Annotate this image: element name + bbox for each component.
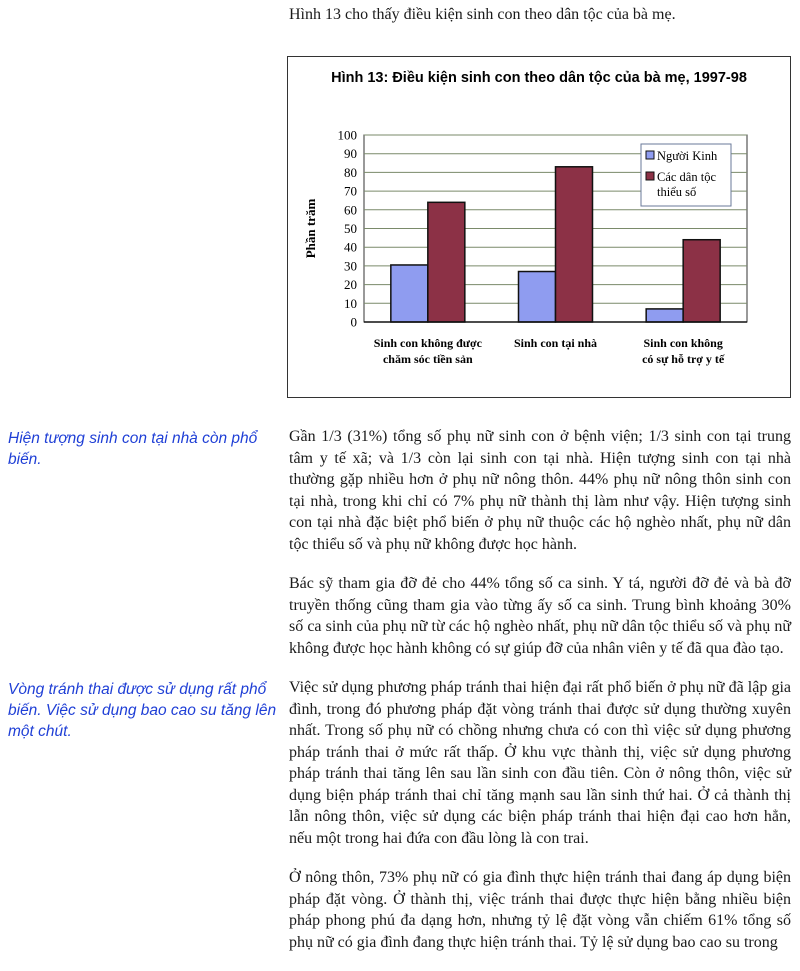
- y-tick-label: 0: [350, 314, 357, 330]
- y-tick-label: 50: [344, 221, 357, 236]
- bar-minority: [428, 202, 465, 322]
- paragraph-birth-attendants: Bác sỹ tham gia đỡ đẻ cho 44% tổng số ca sinh. Y tá, người đỡ đẻ và bà đỡ truyền thống cũng tham gia vào từng ấy số ca sinh. Trung bình khoảng 30% số ca sinh của phụ nữ từ các hộ nghèo nhất, phụ nữ dân tộc thiểu số và phụ nữ không được học hành không có sự giúp đỡ của nhân viên y tế đã qua đào tạo.: [289, 575, 791, 657]
- margin-note-contraception: Vòng tránh thai được sử dụng rất phổ biến. Việc sử dụng bao cao su tăng lên một chút.: [8, 681, 277, 740]
- section-birth-attendants: [8, 573, 791, 659]
- x-category-label: Sinh con không được: [373, 336, 482, 350]
- y-tick-label: 30: [344, 258, 357, 274]
- y-tick-label: 40: [344, 239, 357, 255]
- paragraph-rural-iud: Ở nông thôn, 73% phụ nữ có gia đình thực hiện tránh thai đang áp dụng biện pháp đặt vòng. Ở thành thị, việc tránh thai được thực hiện bằng nhiều biện pháp phong phú đa dạng hơn, nhưng tỷ lệ đặt vòng vẫn chiếm 61% tổng số phụ nữ có gia đình đang thực hiện tránh thai. Tỷ lệ sử dụng bao cao su trong: [289, 869, 791, 951]
- y-tick-label: 60: [344, 202, 357, 218]
- y-tick-label: 90: [344, 146, 357, 162]
- bar-minority: [556, 167, 593, 322]
- margin-spacer: [8, 573, 278, 659]
- margin-note-home-birth: Hiện tượng sinh con tại nhà còn phổ biến.: [8, 430, 258, 468]
- chart-title: Hình 13: Điều kiện sinh con theo dân tộc của bà mẹ, 1997-98: [331, 70, 747, 86]
- section-birth-location: [8, 426, 791, 555]
- legend-label: Người Kinh: [657, 149, 718, 163]
- paragraph-contraception-use: Việc sử dụng phương pháp tránh thai hiện đại rất phổ biến ở phụ nữ đã lập gia đình, trong đó phương pháp đặt vòng tránh thai được sử dụng thường xuyên nhất. Trong số phụ nữ có chồng nhưng chưa có con thì việc sử dụng phương pháp tránh thai ở mức rất thấp. Ở khu vực thành thị, việc sử dụng phương pháp tránh thai tăng lên sau lần sinh con đầu tiên. Còn ở nông thôn, việc sử dụng biện pháp tránh thai chỉ tăng mạnh sau lần sinh thứ hai. Ở cả thành thị lẫn nông thôn, việc sử dụng các biện pháp tránh thai hiện đại cao hơn hẳn, nếu một trong hai đứa con đầu lòng là con trai.: [289, 679, 791, 847]
- section-rural-iud: [8, 867, 791, 953]
- figure-intro: Hình 13 cho thấy điều kiện sinh con theo dân tộc của bà mẹ.: [289, 6, 676, 23]
- y-tick-label: 20: [344, 277, 357, 293]
- y-tick-label: 80: [344, 164, 357, 180]
- bar-kinh: [391, 265, 428, 322]
- x-category-label: Sinh con không: [643, 336, 723, 350]
- bar-chart-svg: [288, 57, 790, 397]
- paragraph-birth-location: Gần 1/3 (31%) tổng số phụ nữ sinh con ở bệnh viện; 1/3 sinh con tại trung tâm y tế xã; và 1/3 còn lại sinh con tại nhà. Hiện tượng sinh con tại nhà thường gặp nhiều hơn ở phụ nữ nông thôn. 44% phụ nữ nông thôn sinh con tại nhà, trong khi chỉ có 7% phụ nữ thành thị làm như vậy. Hiện tượng sinh con tại nhà đặc biệt phổ biến ở phụ nữ thuộc các hộ nghèo nhất, phụ nữ dân tộc thiểu số và phụ nữ không được học hành.: [289, 428, 791, 553]
- figure-13-chart: [287, 56, 791, 398]
- x-category-label: chăm sóc tiền sản: [382, 352, 473, 366]
- y-tick-label: 10: [344, 295, 357, 311]
- legend-label: Các dân tộc: [657, 170, 717, 184]
- legend-swatch: [646, 151, 654, 159]
- margin-spacer: [8, 867, 278, 953]
- section-contraception-use: [8, 677, 791, 849]
- text-content: [8, 426, 791, 971]
- bar-kinh: [646, 309, 683, 322]
- bar-kinh: [519, 272, 556, 322]
- y-axis-label: Phần trăm: [303, 198, 318, 259]
- y-tick-label: 100: [337, 127, 357, 143]
- y-tick-label: 70: [344, 183, 357, 199]
- legend-swatch: [646, 172, 654, 180]
- x-category-label: có sự hỗ trợ y tế: [642, 352, 725, 366]
- legend-label: thiểu số: [657, 185, 697, 199]
- x-category-label: Sinh con tại nhà: [513, 336, 598, 350]
- bar-minority: [683, 240, 720, 322]
